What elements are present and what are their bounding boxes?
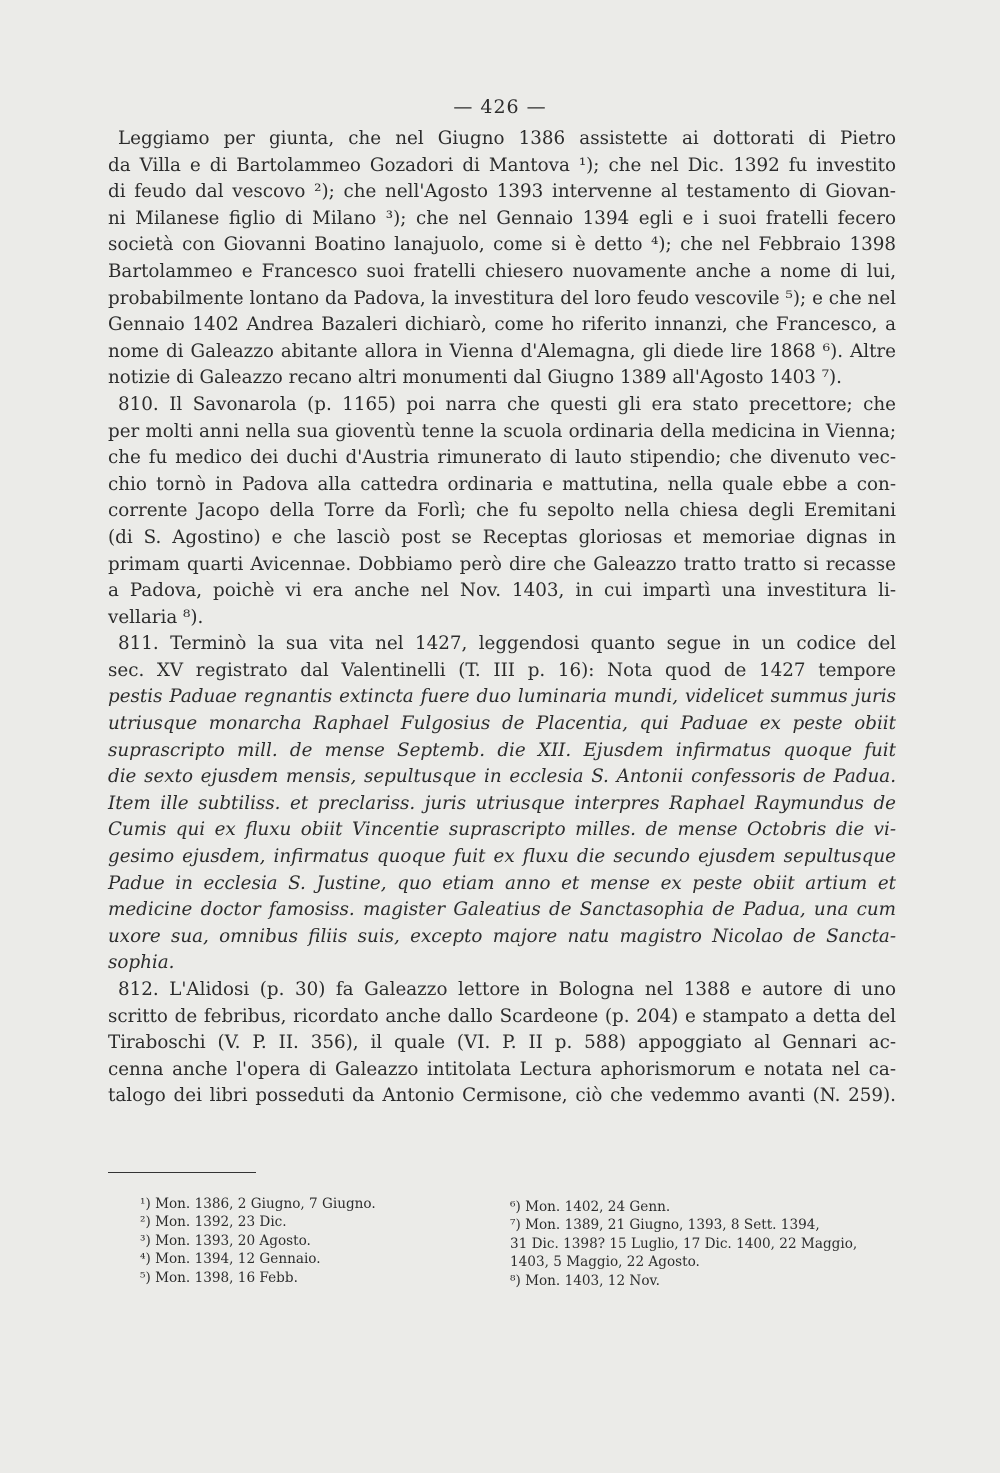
- text-line: scritto de febribus, ricordato anche dallo Scardeone (p. 204) e stampato a detta del: [108, 1005, 896, 1027]
- text-line: 810. Il Savonarola (p. 1165) poi narra che questi gli era stato precettore; che: [118, 393, 896, 415]
- text-line: 812. L'Alidosi (p. 30) fa Galeazzo lettore in Bologna nel 1388 e autore di uno: [118, 979, 896, 1000]
- footnote: ⁷) Mon. 1389, 21 Giugno, 1393, 8 Sett. 1394,: [510, 1217, 820, 1234]
- text-line: a Padova, poichè vi era anche nel Nov. 1403, in cui impartì una investitura li-: [108, 580, 896, 602]
- text-line: uxore sua, omnibus filiis suis, excepto majore natu magistro Nicolao de Sancta-: [108, 925, 896, 947]
- text-line: cenna anche l'opera di Galeazzo intitolata Lectura aphorismorum e notata nel ca-: [108, 1058, 896, 1080]
- footnotes-left: [140, 1195, 376, 1287]
- text-line: per molti anni nella sua gioventù tenne la scuola ordinaria della medicina in Vienna;: [108, 420, 896, 442]
- text-line: suprascripto mill. de mense Septemb. die XII. Ejusdem infirmatus quoque fuit: [108, 739, 896, 761]
- text-line: di feudo dal vescovo ²); che nell'Agosto 1393 intervenne al testamento di Giovan-: [108, 181, 896, 203]
- footnote: ¹) Mon. 1386, 2 Giugno, 7 Giugno.: [140, 1196, 376, 1212]
- text-line: Cumis qui ex fluxu obiit Vincentie suprascripto milles. de mense Octobris die vi-: [108, 819, 896, 841]
- text-line: Gennaio 1402 Andrea Bazaleri dichiarò, come ho riferito innanzi, che Francesco, a: [108, 314, 896, 336]
- text-line: notizie di Galeazzo recano altri monumenti dal Giugno 1389 all'Agosto 1403 ⁷).: [108, 367, 842, 389]
- footnote: ⁵) Mon. 1398, 16 Febb.: [140, 1269, 298, 1286]
- text-line: sec. XV registrato dal Valentinelli (T. III p. 16): Nota quod de 1427 tempore: [108, 659, 896, 681]
- footnote: 31 Dic. 1398? 15 Luglio, 17 Dic. 1400, 22 Maggio,: [510, 1235, 858, 1252]
- text-line: società con Giovanni Boatino lanajuolo, come si è detto ⁴); che nel Febbraio 1398: [108, 234, 896, 256]
- text-line: chio tornò in Padova alla cattedra ordinaria e mattutina, nella quale ebbe a con-: [108, 473, 896, 495]
- text-line: pestis Paduae regnantis extincta fuere duo luminaria mundi, videlicet summus juris: [108, 686, 896, 708]
- footnote: 1403, 5 Maggio, 22 Agosto.: [510, 1254, 700, 1271]
- footnote: ²) Mon. 1392, 23 Dic.: [140, 1214, 287, 1231]
- footnote: ³) Mon. 1393, 20 Agosto.: [140, 1232, 311, 1249]
- text-line: talogo dei libri posseduti da Antonio Cermisone, ciò che vedemmo avanti (N. 259).: [108, 1085, 896, 1107]
- text-line: die sexto ejusdem mensis, sepultusque in ecclesia S. Antonii confessoris de Padua.: [108, 766, 896, 788]
- text-line: sophia.: [108, 952, 175, 974]
- text-line: Bartolammeo e Francesco suoi fratelli chiesero nuovamente anche a nome di lui,: [108, 260, 896, 282]
- footnote: ⁴) Mon. 1394, 12 Gennaio.: [140, 1251, 321, 1268]
- text-line: corrente Jacopo della Torre da Forlì; che fu sepolto nella chiesa degli Eremitani: [108, 500, 896, 522]
- text-line: ni Milanese figlio di Milano ³); che nel Gennaio 1394 egli e i suoi fratelli fecero: [108, 207, 896, 229]
- page-number: — 426 —: [453, 96, 547, 118]
- text-line: Leggiamo per giunta, che nel Giugno 1386 assistette ai dottorati di Pietro: [118, 128, 896, 149]
- text-line: Padue in ecclesia S. Justine, quo etiam anno et mense ex peste obiit artium et: [108, 872, 896, 894]
- text-line: da Villa e di Bartolammeo Gozadori di Mantova ¹); che nel Dic. 1392 fu investito: [108, 154, 896, 176]
- text-line: Item ille subtiliss. et preclariss. juris utriusque interpres Raphael Raymundus de: [108, 792, 896, 814]
- text-line: medicine doctor famosiss. magister Galeatius de Sanctasophia de Padua, una cum: [108, 899, 896, 921]
- text-line: nome di Galeazzo abitante allora in Vienna d'Alemagna, gli diede lire 1868 ⁶). Altre: [108, 340, 896, 362]
- text-line: vellaria ⁸).: [108, 606, 204, 628]
- text-line: (di S. Agostino) e che lasciò post se Receptas gloriosas et memoriae dignas in: [108, 526, 896, 548]
- body-text: [108, 126, 896, 1110]
- text-line: primam quarti Avicennae. Dobbiamo però dire che Galeazzo tratto tratto si recasse: [108, 553, 896, 575]
- text-line: gesimo ejusdem, infirmatus quoque fuit ex fluxu die secundo ejusdem sepultusque: [108, 846, 896, 868]
- text-line: utriusque monarcha Raphael Fulgosius de Placentia, qui Paduae ex peste obiit: [108, 713, 896, 735]
- footnote: ⁸) Mon. 1403, 12 Nov.: [510, 1272, 660, 1289]
- text-line: 811. Terminò la sua vita nel 1427, leggendosi quanto segue in un codice del: [118, 633, 896, 655]
- text-line: Tiraboschi (V. P. II. 356), il quale (VI. P. II p. 588) appoggiato al Gennari ac-: [108, 1032, 896, 1054]
- footnote: ⁶) Mon. 1402, 24 Genn.: [510, 1199, 671, 1215]
- text-line: che fu medico dei duchi d'Austria rimunerato di lauto stipendio; che divenuto vec-: [108, 447, 896, 469]
- footnote-rule: [108, 1172, 256, 1173]
- text-line: probabilmente lontano da Padova, la investitura del loro feudo vescovile ⁵); e che nel: [108, 287, 896, 309]
- footnotes-right: [510, 1198, 857, 1290]
